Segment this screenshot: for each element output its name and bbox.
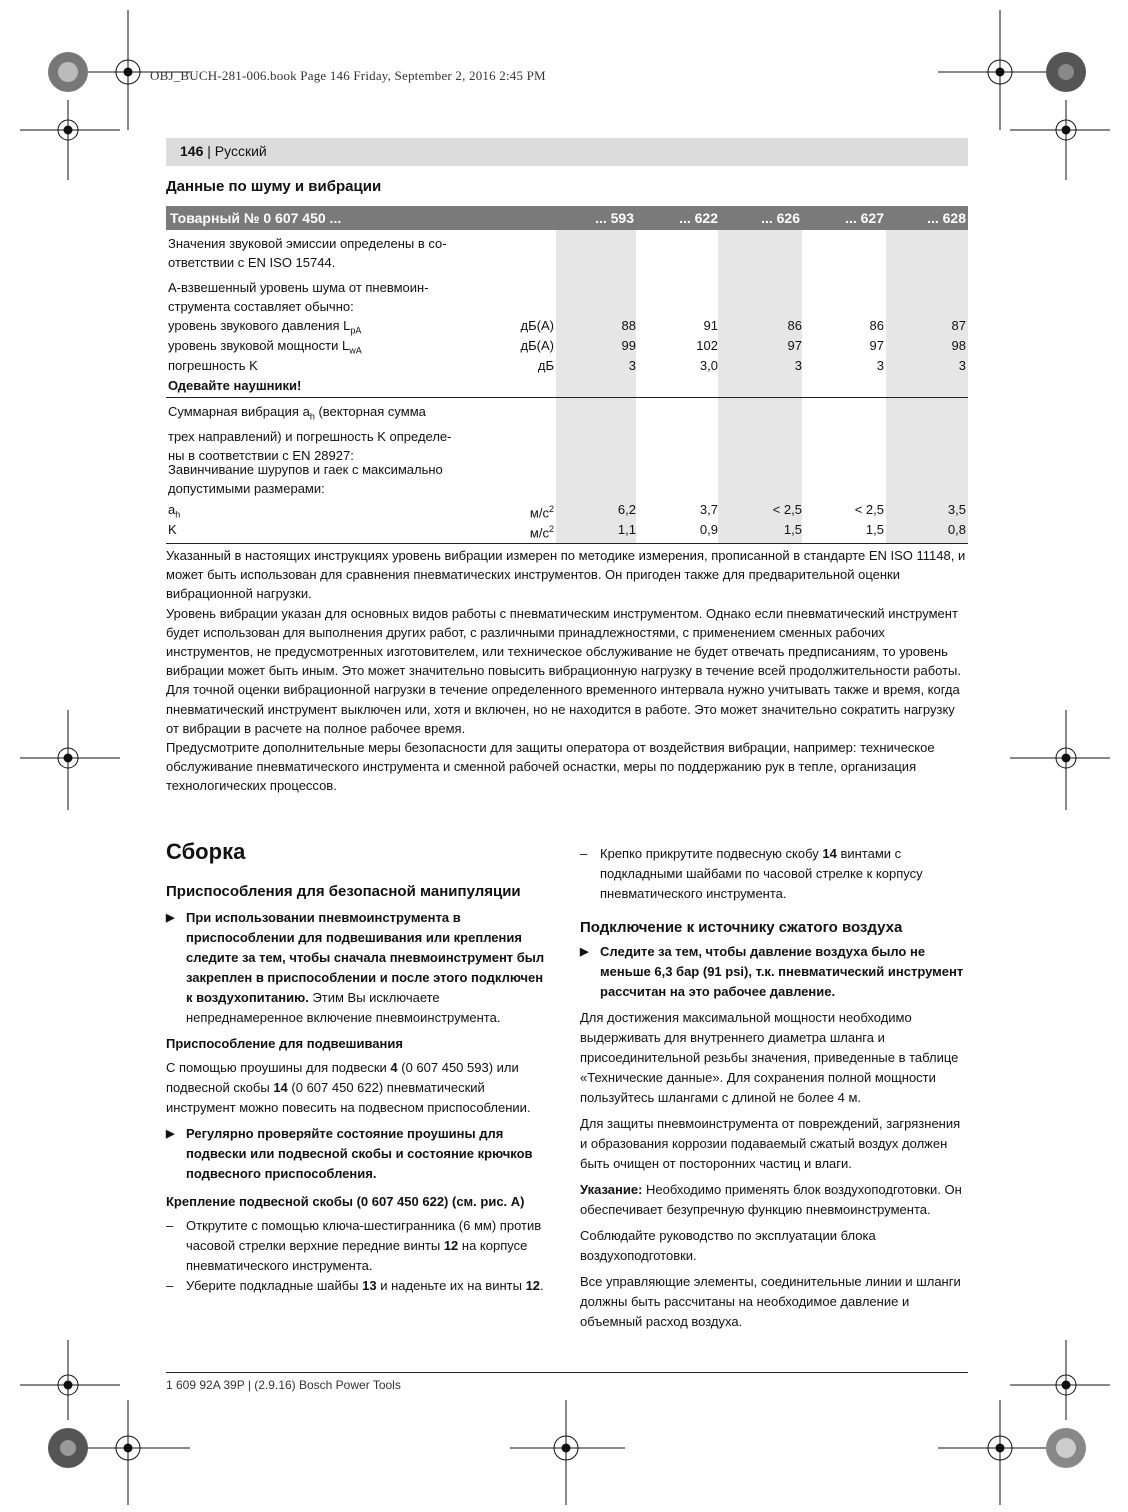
paragraph: Все управляющие элементы, соединительные линии и шланги должны быть рассчитаны на необходимое давление и объемный расход воздуха. — [580, 1274, 961, 1329]
cell-value: < 2,5 — [772, 502, 802, 517]
cell-value: 3 — [876, 358, 884, 373]
row-label: погрешность K — [168, 358, 258, 373]
paragraph: Уровень вибрации указан для основных видов работы с пневматическим инструментом. Однако если пневматический инструмент будет использован для выполнения других работ, с различными принадлежностями, с применением сменных рабочих инструментов, не предусмотренных изготовителем, или техническое обслуживание не будет отвечать предписаниям, то уровень вибрации может быть иным. Это может значительно повысить вибрационную нагрузку в течение всей продолжительности работы. — [166, 605, 962, 679]
row-unit: дБ(A) — [520, 338, 554, 353]
noise-intro-2: А-взвешенный уровень шума от пневмоин- струмента составляет обычно: — [168, 280, 429, 314]
bullet-arrow-icon: ▶ — [166, 1128, 175, 1140]
cell-value: 3 — [794, 358, 802, 373]
noise-vibration-table — [166, 206, 968, 544]
step-item: – Уберите подкладные шайбы 13 и наденьте их на винты 12. — [166, 1278, 544, 1293]
cell-value: 1,1 — [617, 522, 636, 537]
row-label-sub: pA — [350, 325, 362, 336]
cell-value: 1,5 — [865, 522, 884, 537]
step-item: – Открутите с помощью ключа-шестигранника (6 мм) против часовой стрелки верхние передние винты 12 на корпусе пневматического инструмента. — [166, 1218, 542, 1273]
vibration-intro: Суммарная вибрация $a_h$ (векторная сумма трех направлений) и погрешность K определе- ны в соответствии с EN 28927: — [168, 404, 452, 463]
vibration-notes — [166, 546, 968, 796]
hanging-text: С помощью проушины для подвески 4 (0 607 450 593) или подвесной скобы 14 (0 607 450 622) пневматический инструмент можно повесить на подвесном приспособлении. — [166, 1060, 531, 1115]
bullet-arrow-icon: ▶ — [166, 912, 175, 924]
paragraph: Для защиты пневмоинструмента от повреждений, загрязнения и образования коррозии подаваемый сжатый воздух должен быть очищен от посторонних частиц и влаги. — [580, 1116, 961, 1171]
vibration-intro-2: Завинчивание шурупов и гаек с максимально допустимыми размерами: — [168, 462, 443, 496]
cell-value: 99 — [621, 338, 636, 353]
cell-value: 3,7 — [699, 502, 718, 517]
page-header-bar — [166, 138, 968, 166]
row-label: уровень звукового давления L — [168, 318, 351, 333]
cell-value: 86 — [869, 318, 884, 333]
noise-warning: Одевайте наушники! — [168, 378, 302, 393]
left-column — [166, 839, 552, 1302]
cell-value: 3,5 — [947, 502, 966, 517]
cell-value: 0,8 — [947, 522, 966, 537]
cell-value: 1,5 — [783, 522, 802, 537]
row-unit: дБ(A) — [520, 318, 554, 333]
cell-value: 102 — [696, 338, 718, 353]
mount-title: Крепление подвесной скобы (0 607 450 622) (см. рис. A) — [166, 1194, 525, 1209]
cell-value: 0,9 — [699, 522, 718, 537]
paragraph: Для достижения максимальной мощности необходимо выдерживать для внутреннего диаметра шланга и присоединительной резьбы значения, приведенные в таблице «Технические данные». Для сохранения полной мощности пользуйтесь шлангами с длиной не более 4 м. — [580, 1010, 959, 1105]
table-row — [168, 336, 968, 355]
table-row — [168, 500, 968, 519]
air-title: Подключение к источнику сжатого воздуха — [580, 919, 903, 936]
table-row — [168, 520, 968, 539]
hanging-title: Приспособление для подвешивания — [166, 1036, 403, 1051]
cell-value: 91 — [703, 318, 718, 333]
cell-value: 97 — [869, 338, 884, 353]
noise-intro: Значения звуковой эмиссии определены в со- ответствии с EN ISO 15744. — [168, 236, 447, 270]
cell-value: 98 — [951, 338, 966, 353]
step-item: – Крепко прикрутите подвесную скобу 14 винтами с подкладными шайбами по часовой стрелке к корпусу пневматического инструмента. — [580, 846, 923, 901]
footer-rule — [166, 1372, 968, 1373]
cell-value: 86 — [787, 318, 802, 333]
row-unit: дБ — [537, 358, 554, 373]
cell-value: < 2,5 — [854, 502, 884, 517]
header-model: ... 628 — [927, 210, 966, 226]
column-shade — [556, 230, 636, 544]
column-shade — [718, 230, 802, 544]
cell-value: 88 — [621, 318, 636, 333]
footer: 1 609 92A 39P | (2.9.16) Bosch Power Tools — [166, 1378, 401, 1392]
paragraph: Указанный в настоящих инструкциях уровень вибрации измерен по методике измерения, прописанной в стандарте EN ISO 11148, и может быть использован для сравнения пневматических инструментов. Он пригоден также для предварительной оценки вибрационной нагрузки. — [166, 548, 966, 602]
table-row — [168, 316, 968, 335]
row-label: уровень звуковой мощности L — [168, 338, 350, 353]
header-model: ... 627 — [845, 210, 884, 226]
paragraph: Соблюдайте руководство по эксплуатации блока воздухоподготовки. — [580, 1228, 876, 1263]
cell-value: 97 — [787, 338, 802, 353]
air-bullet: ▶ Следите за тем, чтобы давление воздуха было не меньше 6,3 бар (91 psi), т.к. пневматический инструмент рассчитан на это рабочее давление. — [580, 944, 964, 999]
page-language: Русский — [214, 143, 267, 159]
cell-value: 87 — [951, 318, 966, 333]
safety-bullet: ▶ При использовании пневмоинструмента в приспособлении для подвешивания или крепления следите за тем, чтобы сначала пневмоинструмент был закреплен в приспособлении и после этого подключен к воздухопитанию. Этим Вы исключаете непреднамеренное включение пневмоинструмента. — [166, 910, 545, 1025]
page-number: 146 | Русский — [180, 143, 267, 159]
bullet-arrow-icon: ▶ — [580, 946, 589, 958]
header-model: ... 626 — [761, 210, 800, 226]
header-model: ... 622 — [679, 210, 718, 226]
paragraph: Предусмотрите дополнительные меры безопасности для защиты оператора от воздействия вибрации, например: техническое обслуживание пневматического инструмента и сменной рабочей оснастки, меры по поддержанию рук в тепле, организация технологических процессов. — [166, 740, 935, 794]
row-label: K — [168, 522, 177, 537]
table-header — [166, 206, 968, 230]
cell-value: 3,0 — [699, 358, 718, 373]
table-bottom-rule — [166, 543, 968, 544]
cell-value: 3 — [628, 358, 636, 373]
hanging-bullet: ▶ Регулярно проверяйте состояние проушины для подвески или подвесной скобы и состояние крючков подвесного приспособления. — [166, 1126, 533, 1181]
assembly-title: Сборка — [166, 839, 246, 864]
right-column — [580, 844, 966, 1338]
header-model: ... 593 — [595, 210, 634, 226]
cell-value: 6,2 — [617, 502, 636, 517]
safe-handling-title: Приспособления для безопасной манипуляции — [166, 883, 521, 900]
row-unit: $м/с^2$ — [529, 524, 554, 541]
print-header: OBJ_BUCH-281-006.book Page 146 Friday, September 2, 2016 2:45 PM — [150, 68, 546, 83]
noise-section-title: Данные по шуму и вибрации — [166, 178, 382, 195]
row-unit: $м/с^2$ — [529, 504, 554, 521]
row-label-sub: wA — [349, 345, 362, 356]
table-row — [168, 356, 968, 375]
column-shade — [886, 230, 968, 544]
paragraph: Для точной оценки вибрационной нагрузки в течение определенного временного интервала нужно учитывать также и время, когда пневматический инструмент выключен или, хотя и включен, но не находится в работе. Это может значительно сократить нагрузку от вибрации в расчете на полное рабочее время. — [166, 682, 960, 736]
cell-value: 3 — [958, 358, 966, 373]
table-divider — [166, 397, 968, 398]
header-label: Товарный № 0 607 450 ... — [170, 210, 342, 226]
row-label: a — [168, 502, 176, 517]
row-label-sub: h — [175, 509, 181, 520]
note: Указание: Необходимо применять блок воздухоподготовки. Он обеспечивает безупречную функцию пневмоинструмента. — [580, 1182, 962, 1217]
